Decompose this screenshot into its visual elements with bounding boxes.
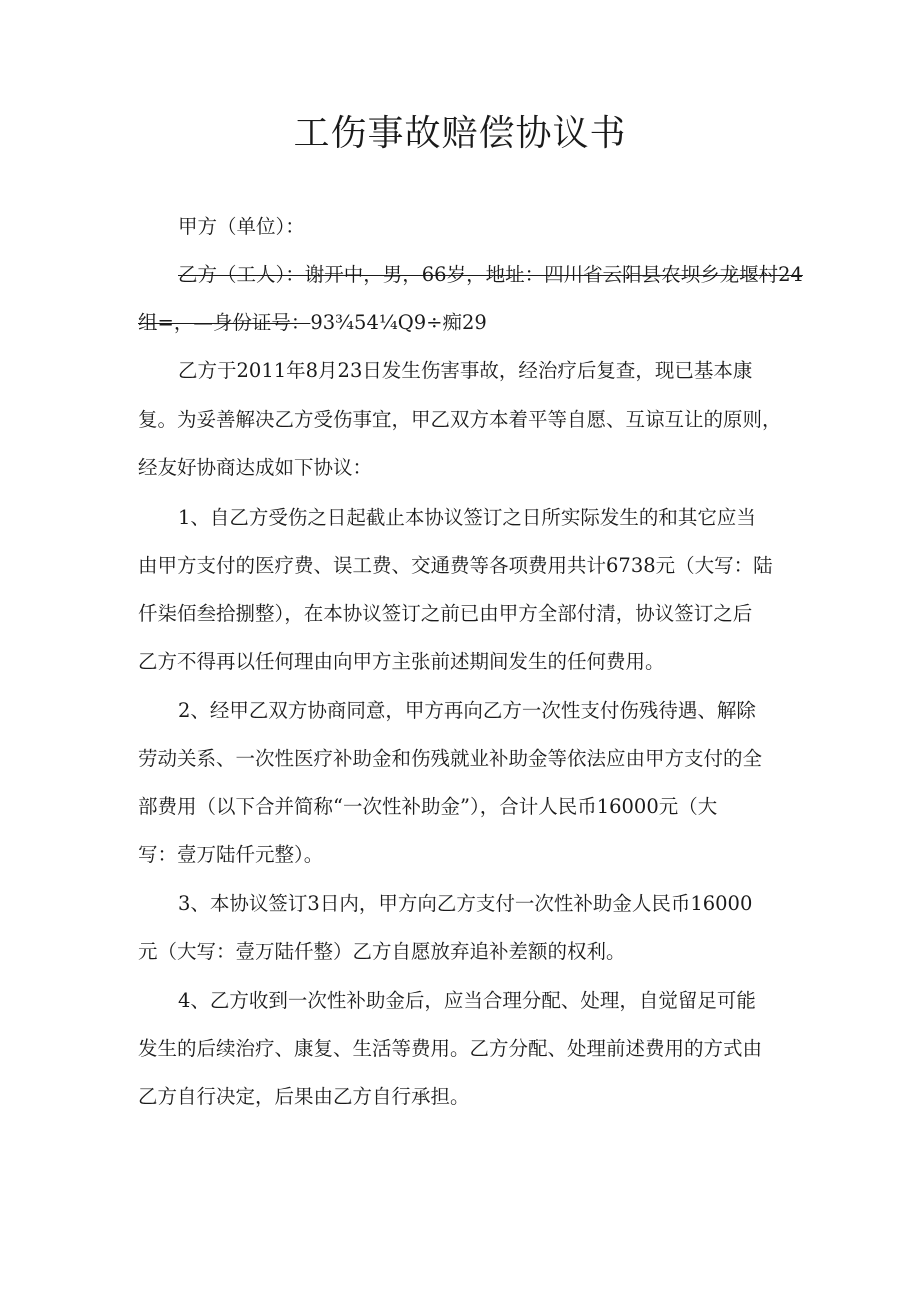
party-a-line: 甲方（单位）： xyxy=(178,215,305,238)
paragraph-line: 2、经甲乙双方协商同意，甲方再向乙方一次性支付伤残待遇、解除 xyxy=(178,699,756,722)
document-title: 工伤事故赔偿协议书 xyxy=(293,113,627,154)
paragraph-line: 部费用（以下合并简称“一次性补助金”），合计人民币16000元（大 xyxy=(138,795,718,818)
paragraph-line: 3、本协议签订3日内，甲方向乙方支付一次性补助金人民币16000 xyxy=(178,892,753,915)
paragraph-line: 劳动关系、一次性医疗补助金和伤残就业补助金等依法应由甲方支付的全 xyxy=(138,747,763,770)
paragraph-line: 复。为妥善解决乙方受伤事宜，甲乙双方本着平等自愿、互谅互让的原则， xyxy=(138,408,782,431)
paragraph-line: 乙方自行决定，后果由乙方自行承担。 xyxy=(138,1085,470,1108)
paragraph-line: 仟柒佰叁拾捌整），在本协议签订之前已由甲方全部付清，协议签订之后 xyxy=(138,602,753,625)
paragraph-line: 经友好协商达成如下协议： xyxy=(138,456,373,479)
paragraph-line: 元（大写：壹万陆仟整）乙方自愿放弃追补差额的权利。 xyxy=(138,940,626,963)
paragraph-line: 发生的后续治疗、康复、生活等费用。乙方分配、处理前述费用的方式由 xyxy=(138,1037,763,1060)
paragraph-line: 4、乙方收到一次性补助金后，应当合理分配、处理，自觉留足可能 xyxy=(178,989,756,1012)
paragraph-line: 乙方不得再以任何理由向甲方主张前述期间发生的任何费用。 xyxy=(138,650,665,673)
party-b-line-2 xyxy=(138,308,487,338)
paragraph-line: 乙方于2011年8月23日发生伤害事故，经治疗后复查，现已基本康 xyxy=(178,359,753,382)
party-b-struck-text: 组=，—身份证号： xyxy=(138,311,311,334)
party-b-line-1: 乙方（工人）：谢开中，男，66岁，地址：四川省云阳县农坝乡龙堰村24 xyxy=(178,263,803,286)
paragraph-line: 1、自乙方受伤之日起截止本协议签订之日所实际发生的和其它应当 xyxy=(178,506,756,529)
paragraph-line: 写：壹万陆仟元整）。 xyxy=(138,843,324,866)
party-b-id-number: 93¾54¼Q9÷痴29 xyxy=(310,311,487,334)
paragraph-line: 由甲方支付的医疗费、误工费、交通费等各项费用共计6738元（大写：陆 xyxy=(138,554,773,577)
